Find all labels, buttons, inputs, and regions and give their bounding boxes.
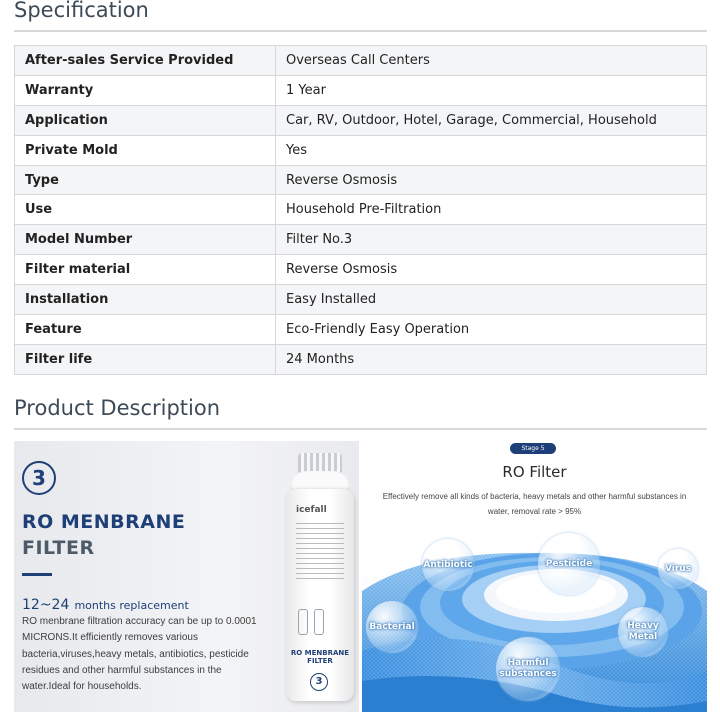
cartridge-mini-icons (298, 609, 338, 635)
cartridge-number-badge: 3 (310, 673, 328, 691)
product-description-heading: Product Description (14, 396, 221, 420)
ro-filter-subtitle: Effectively remove all kinds of bacteria, heavy metals and other harmful substances in water, removal rate > 95% (382, 492, 687, 516)
spec-value: 24 Months (276, 344, 707, 374)
table-row (15, 285, 707, 315)
spec-value: Yes (276, 135, 707, 165)
spec-value: Household Pre-Filtration (276, 195, 707, 225)
bubble-antibiotic: Antibiotic (422, 539, 474, 591)
stage-number-badge: 3 (22, 461, 56, 495)
table-row (15, 225, 707, 255)
spec-key: Model Number (15, 225, 276, 255)
specification-heading: Specification (14, 0, 149, 22)
spec-key: Private Mold (15, 135, 276, 165)
table-row (15, 75, 707, 105)
spec-value: Filter No.3 (276, 225, 707, 255)
replacement-interval (22, 594, 189, 613)
table-row (15, 195, 707, 225)
cartridge-neck (290, 471, 350, 491)
table-row (15, 344, 707, 374)
spec-key: Use (15, 195, 276, 225)
ro-filter-title: RO Filter (502, 463, 567, 481)
table-row (15, 105, 707, 135)
product-description-text: RO menbrane filtration accuracy can be up to 0.0001 MICRONS.It efficiently removes various bacteria,viruses,heavy metals, antibiotics, pesticide residues and other harmful substances in the water.Ideal for households. (22, 616, 257, 693)
life-range: 12~24 (22, 597, 70, 613)
product-image-ro-filter (362, 441, 707, 712)
product-description-divider (14, 428, 707, 430)
spec-key: Application (15, 105, 276, 135)
table-row (15, 46, 707, 76)
spec-value: Overseas Call Centers (276, 46, 707, 76)
product-title-line1: RO MENBRANE (22, 511, 186, 533)
cartridge-body (286, 489, 354, 701)
spec-value: Car, RV, Outdoor, Hotel, Garage, Commercial, Household (276, 105, 707, 135)
life-text: months replacement (74, 599, 189, 612)
bubble-bacterial: Bacterial (366, 601, 418, 653)
bubble-heavy-metal: Heavy Metal (618, 607, 668, 657)
spec-value: Reverse Osmosis (276, 255, 707, 285)
bubble-pesticide: Pesticide (538, 533, 600, 595)
specification-table (14, 45, 707, 375)
spec-value: Reverse Osmosis (276, 165, 707, 195)
cartridge-cap (298, 453, 342, 473)
cartridge-name: RO MENBRANE FILTER (290, 649, 350, 665)
product-image-ro-membrane (14, 441, 359, 712)
spec-key: Filter life (15, 344, 276, 374)
table-row (15, 165, 707, 195)
table-row (15, 135, 707, 165)
cartridge-brand: icefall (296, 505, 327, 515)
cartridge-label-text (296, 523, 344, 583)
spec-key: Feature (15, 315, 276, 345)
title-underline (22, 573, 52, 576)
spec-value: Easy Installed (276, 285, 707, 315)
spec-key: Type (15, 165, 276, 195)
spec-key: Warranty (15, 75, 276, 105)
spec-value: 1 Year (276, 75, 707, 105)
stage-label: Stage 5 (510, 443, 556, 454)
bubble-virus: Virus (658, 549, 698, 589)
spec-key: Installation (15, 285, 276, 315)
bubble-harmful-substances: Harmful substances (496, 637, 560, 701)
specification-divider (14, 30, 707, 32)
filter-cartridge-image (284, 453, 358, 705)
table-row (15, 255, 707, 285)
spec-value: Eco-Friendly Easy Operation (276, 315, 707, 345)
product-title-line2: FILTER (22, 537, 95, 559)
spec-key: After-sales Service Provided (15, 46, 276, 76)
table-row (15, 315, 707, 345)
spec-key: Filter material (15, 255, 276, 285)
